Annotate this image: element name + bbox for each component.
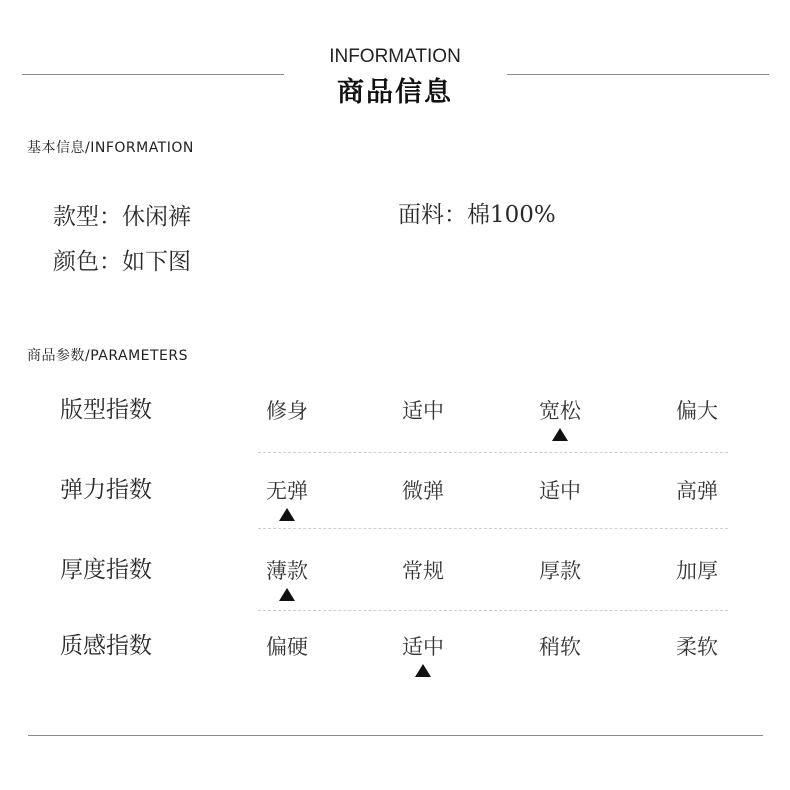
selected-triangle-icon <box>279 508 295 521</box>
param-option: 偏大 <box>676 399 718 423</box>
param-option: 厚款 <box>539 559 581 583</box>
color-info: 颜色：如下图 <box>53 249 191 275</box>
param-label: 厚度指数 <box>60 557 152 583</box>
row-divider <box>258 528 728 529</box>
selected-triangle-icon <box>552 428 568 441</box>
param-option: 高弹 <box>676 479 718 503</box>
param-option: 修身 <box>266 399 308 423</box>
param-option: 薄款 <box>266 559 308 583</box>
fabric-info: 面料：棉100% <box>398 202 556 228</box>
param-option: 适中 <box>539 479 581 503</box>
param-label: 质感指数 <box>60 633 152 659</box>
header-title-en: INFORMATION <box>329 46 461 67</box>
basic-section-label: 基本信息/INFORMATION <box>27 140 194 156</box>
param-option: 适中 <box>402 399 444 423</box>
params-section-label: 商品参数/PARAMETERS <box>27 348 189 364</box>
param-option: 偏硬 <box>266 635 308 659</box>
param-option: 柔软 <box>676 635 718 659</box>
bottom-rule <box>28 735 763 736</box>
style-info: 款型：休闲裤 <box>53 204 191 230</box>
header-title-cn: 商品信息 <box>337 77 453 108</box>
row-divider <box>258 610 728 611</box>
param-option: 稍软 <box>539 635 581 659</box>
param-option: 宽松 <box>539 399 581 423</box>
selected-triangle-icon <box>279 588 295 601</box>
selected-triangle-icon <box>415 664 431 677</box>
row-divider <box>258 452 728 453</box>
param-option: 适中 <box>402 635 444 659</box>
param-label: 版型指数 <box>60 397 152 423</box>
param-label: 弹力指数 <box>60 477 152 503</box>
param-option: 无弹 <box>266 479 308 503</box>
param-option: 加厚 <box>676 559 718 583</box>
param-option: 常规 <box>402 559 444 583</box>
param-option: 微弹 <box>402 479 444 503</box>
